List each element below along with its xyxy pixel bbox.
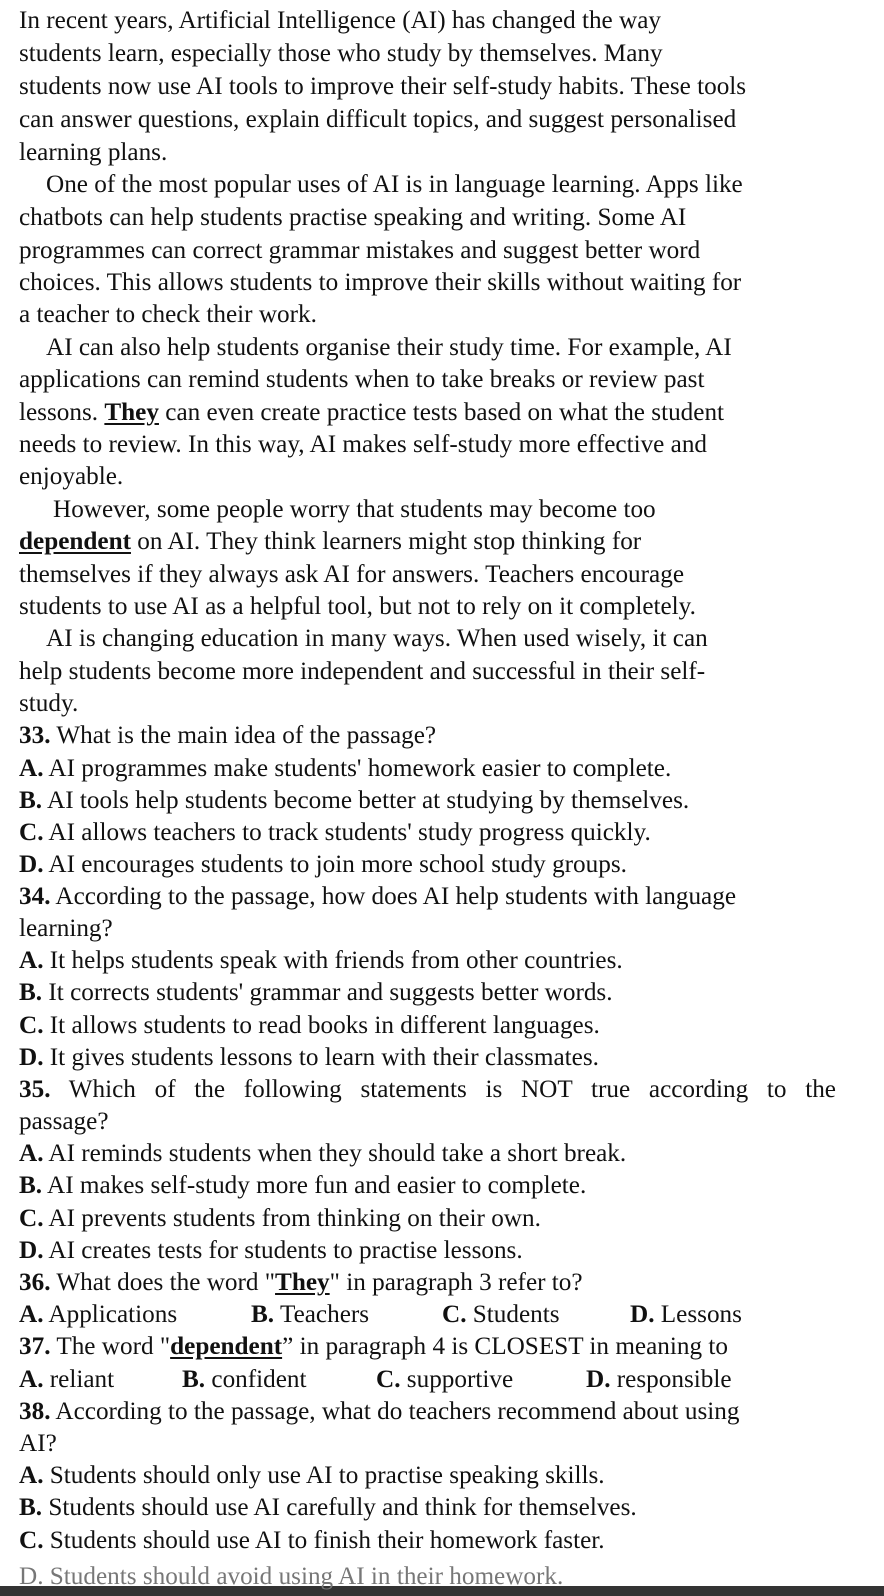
option-text: Teachers <box>274 1301 370 1328</box>
option-text: AI reminds students when they should take a short break. <box>43 1140 627 1167</box>
option-letter: B. <box>19 787 43 814</box>
option-letter: A. <box>19 755 44 782</box>
option-letter: A. <box>19 947 44 974</box>
option-letter: B. <box>19 1172 43 1199</box>
passage-p2-line2: chatbots can help students practise speaking and writing. Some AI <box>19 204 687 231</box>
question-36-text-start: What does the word " <box>50 1269 276 1296</box>
question-37-option-d <box>586 1363 732 1396</box>
option-letter: D. <box>19 1044 44 1071</box>
question-36-option-c <box>442 1298 560 1331</box>
cutoff-text: D. Students should avoid using AI in their homework. <box>19 1563 564 1590</box>
question-35-stem-cont: passage? <box>19 1108 109 1135</box>
question-36-option-b <box>251 1298 369 1331</box>
option-text: It corrects students' grammar and suggests better words. <box>42 979 613 1006</box>
option-text: It allows students to read books in different languages. <box>43 1012 600 1039</box>
option-text: Students should use AI carefully and think for themselves. <box>42 1494 637 1521</box>
option-text: AI programmes make students' homework easier to complete. <box>43 755 672 782</box>
question-34-number: 34. <box>19 883 51 910</box>
passage-p1-line5: learning plans. <box>19 139 168 166</box>
question-36-option-a <box>19 1298 177 1331</box>
question-37-option-c <box>376 1363 513 1396</box>
option-letter: B. <box>19 979 43 1006</box>
passage-p2-line5: a teacher to check their work. <box>19 301 317 328</box>
question-34-option-b <box>19 976 613 1009</box>
option-text: AI prevents students from thinking on their own. <box>43 1205 541 1232</box>
top-edge <box>0 0 884 3</box>
option-text: Students <box>466 1301 560 1328</box>
option-text: Applications <box>43 1301 178 1328</box>
option-text: It helps students speak with friends from other countries. <box>43 947 623 974</box>
question-38-option-b <box>19 1491 637 1524</box>
bottom-cutoff-bar <box>0 1563 884 1596</box>
option-letter: C. <box>19 1527 44 1554</box>
option-letter: D. <box>19 1237 44 1264</box>
question-38-option-c <box>19 1524 605 1557</box>
option-text: Students should only use AI to practise speaking skills. <box>43 1462 605 1489</box>
highlighted-word-dependent: dependent <box>19 528 131 555</box>
option-letter: C. <box>442 1301 467 1328</box>
question-34-text: According to the passage, how does AI help students with language <box>50 883 737 910</box>
question-37-target-word: dependent <box>170 1333 283 1360</box>
question-33-option-b <box>19 784 689 817</box>
option-text: AI tools help students become better at studying by themselves. <box>42 787 690 814</box>
question-37-text-end: ” in paragraph 4 is CLOSEST in meaning to <box>282 1333 728 1360</box>
option-text: AI makes self-study more fun and easier to complete. <box>42 1172 587 1199</box>
question-33-number: 33. <box>19 722 51 749</box>
question-33-stem <box>19 719 436 752</box>
passage-p3-line2: applications can remind students when to take breaks or review past <box>19 366 705 393</box>
passage-p1-line3: students now use AI tools to improve their self-study habits. These tools <box>19 73 747 100</box>
passage-p4-line3: themselves if they always ask AI for answers. Teachers encourage <box>19 561 684 588</box>
passage-p4-line1: However, some people worry that students may become too <box>53 496 656 523</box>
question-36-number: 36. <box>19 1269 51 1296</box>
option-text: It gives students lessons to learn with their classmates. <box>43 1044 599 1071</box>
option-letter: A. <box>19 1366 44 1393</box>
option-text: confident <box>205 1366 307 1393</box>
question-34-option-a <box>19 944 623 977</box>
option-letter: D. <box>630 1301 655 1328</box>
passage-p3-line1: AI can also help students organise their study time. For example, AI <box>46 334 732 361</box>
question-35-stem <box>19 1073 836 1106</box>
passage-p2-line4: choices. This allows students to improve their skills without waiting for <box>19 269 742 296</box>
passage-p1-line2: students learn, especially those who study by themselves. Many <box>19 40 663 67</box>
option-text: Students should use AI to finish their homework faster. <box>43 1527 605 1554</box>
question-33-option-a <box>19 752 671 785</box>
option-letter: C. <box>376 1366 401 1393</box>
passage-p1-line1: In recent years, Artificial Intelligence (AI) has changed the way <box>19 7 661 34</box>
option-letter: A. <box>19 1462 44 1489</box>
question-37-options-row <box>0 1363 884 1396</box>
option-text: AI creates tests for students to practise lessons. <box>43 1237 523 1264</box>
question-36-text-end: " in paragraph 3 refer to? <box>329 1269 583 1296</box>
question-36-stem <box>19 1266 583 1299</box>
question-38-stem-cont: AI? <box>19 1430 57 1457</box>
passage-p5-line3: study. <box>19 690 79 717</box>
passage-p5-line1: AI is changing education in many ways. When used wisely, it can <box>46 625 708 652</box>
passage-p3-line3-end: can even create practice tests based on what the student <box>158 399 725 426</box>
question-35-option-b <box>19 1169 586 1202</box>
option-letter: B. <box>251 1301 275 1328</box>
question-34-stem-cont: learning? <box>19 915 113 942</box>
option-letter: D. <box>586 1366 611 1393</box>
option-text: reliant <box>43 1366 115 1393</box>
passage-p3-line5: enjoyable. <box>19 463 124 490</box>
option-letter: D. <box>19 851 44 878</box>
option-letter: C. <box>19 1012 44 1039</box>
passage-p4-line2 <box>19 525 641 558</box>
option-letter: B. <box>19 1494 43 1521</box>
passage-p1-line4: can answer questions, explain difficult topics, and suggest personalised <box>19 106 737 133</box>
question-36-option-d <box>630 1298 742 1331</box>
option-letter: B. <box>182 1366 206 1393</box>
question-35-option-a <box>19 1137 626 1170</box>
question-38-number: 38. <box>19 1398 51 1425</box>
question-37-option-b <box>182 1363 307 1396</box>
option-text: AI encourages students to join more school study groups. <box>43 851 627 878</box>
question-36-target-word: They <box>275 1269 330 1296</box>
passage-p3-line3 <box>19 396 724 429</box>
question-34-option-d <box>19 1041 599 1074</box>
option-text: supportive <box>400 1366 514 1393</box>
option-text: AI allows teachers to track students' study progress quickly. <box>43 819 651 846</box>
passage-p3-line4: needs to review. In this way, AI makes self-study more effective and <box>19 431 708 458</box>
question-35-text: Which of the following statements is NOT true according to the <box>50 1076 836 1103</box>
passage-p2-line1: One of the most popular uses of AI is in language learning. Apps like <box>46 171 743 198</box>
question-37-number: 37. <box>19 1333 51 1360</box>
passage-p4-line4: students to use AI as a helpful tool, but not to rely on it completely. <box>19 593 696 620</box>
question-35-option-c <box>19 1202 541 1235</box>
question-34-stem <box>19 880 736 913</box>
passage-p4-line2-end: on AI. They think learners might stop thinking for <box>130 528 642 555</box>
question-33-option-c <box>19 816 651 849</box>
question-33-text: What is the main idea of the passage? <box>50 722 437 749</box>
passage-p5-line2: help students become more independent and successful in their self- <box>19 658 706 685</box>
question-38-option-a <box>19 1459 605 1492</box>
question-37-text-start: The word " <box>50 1333 171 1360</box>
option-letter: C. <box>19 819 44 846</box>
question-33-option-d <box>19 848 627 881</box>
question-37-stem <box>19 1330 728 1363</box>
passage-p2-line3: programmes can correct grammar mistakes and suggest better word <box>19 237 701 264</box>
option-text: responsible <box>610 1366 732 1393</box>
option-text: Lessons <box>654 1301 742 1328</box>
question-35-option-d <box>19 1234 523 1267</box>
question-36-options-row <box>0 1298 884 1331</box>
question-38-stem <box>19 1395 739 1428</box>
option-letter: C. <box>19 1205 44 1232</box>
question-37-option-a <box>19 1363 114 1396</box>
question-35-number: 35. <box>19 1076 51 1103</box>
highlighted-word-they: They <box>104 399 159 426</box>
passage-p3-line3-start: lessons. <box>19 399 105 426</box>
question-38-text: According to the passage, what do teachers recommend about using <box>50 1398 740 1425</box>
option-letter: A. <box>19 1140 44 1167</box>
question-34-option-c <box>19 1009 600 1042</box>
option-letter: A. <box>19 1301 44 1328</box>
